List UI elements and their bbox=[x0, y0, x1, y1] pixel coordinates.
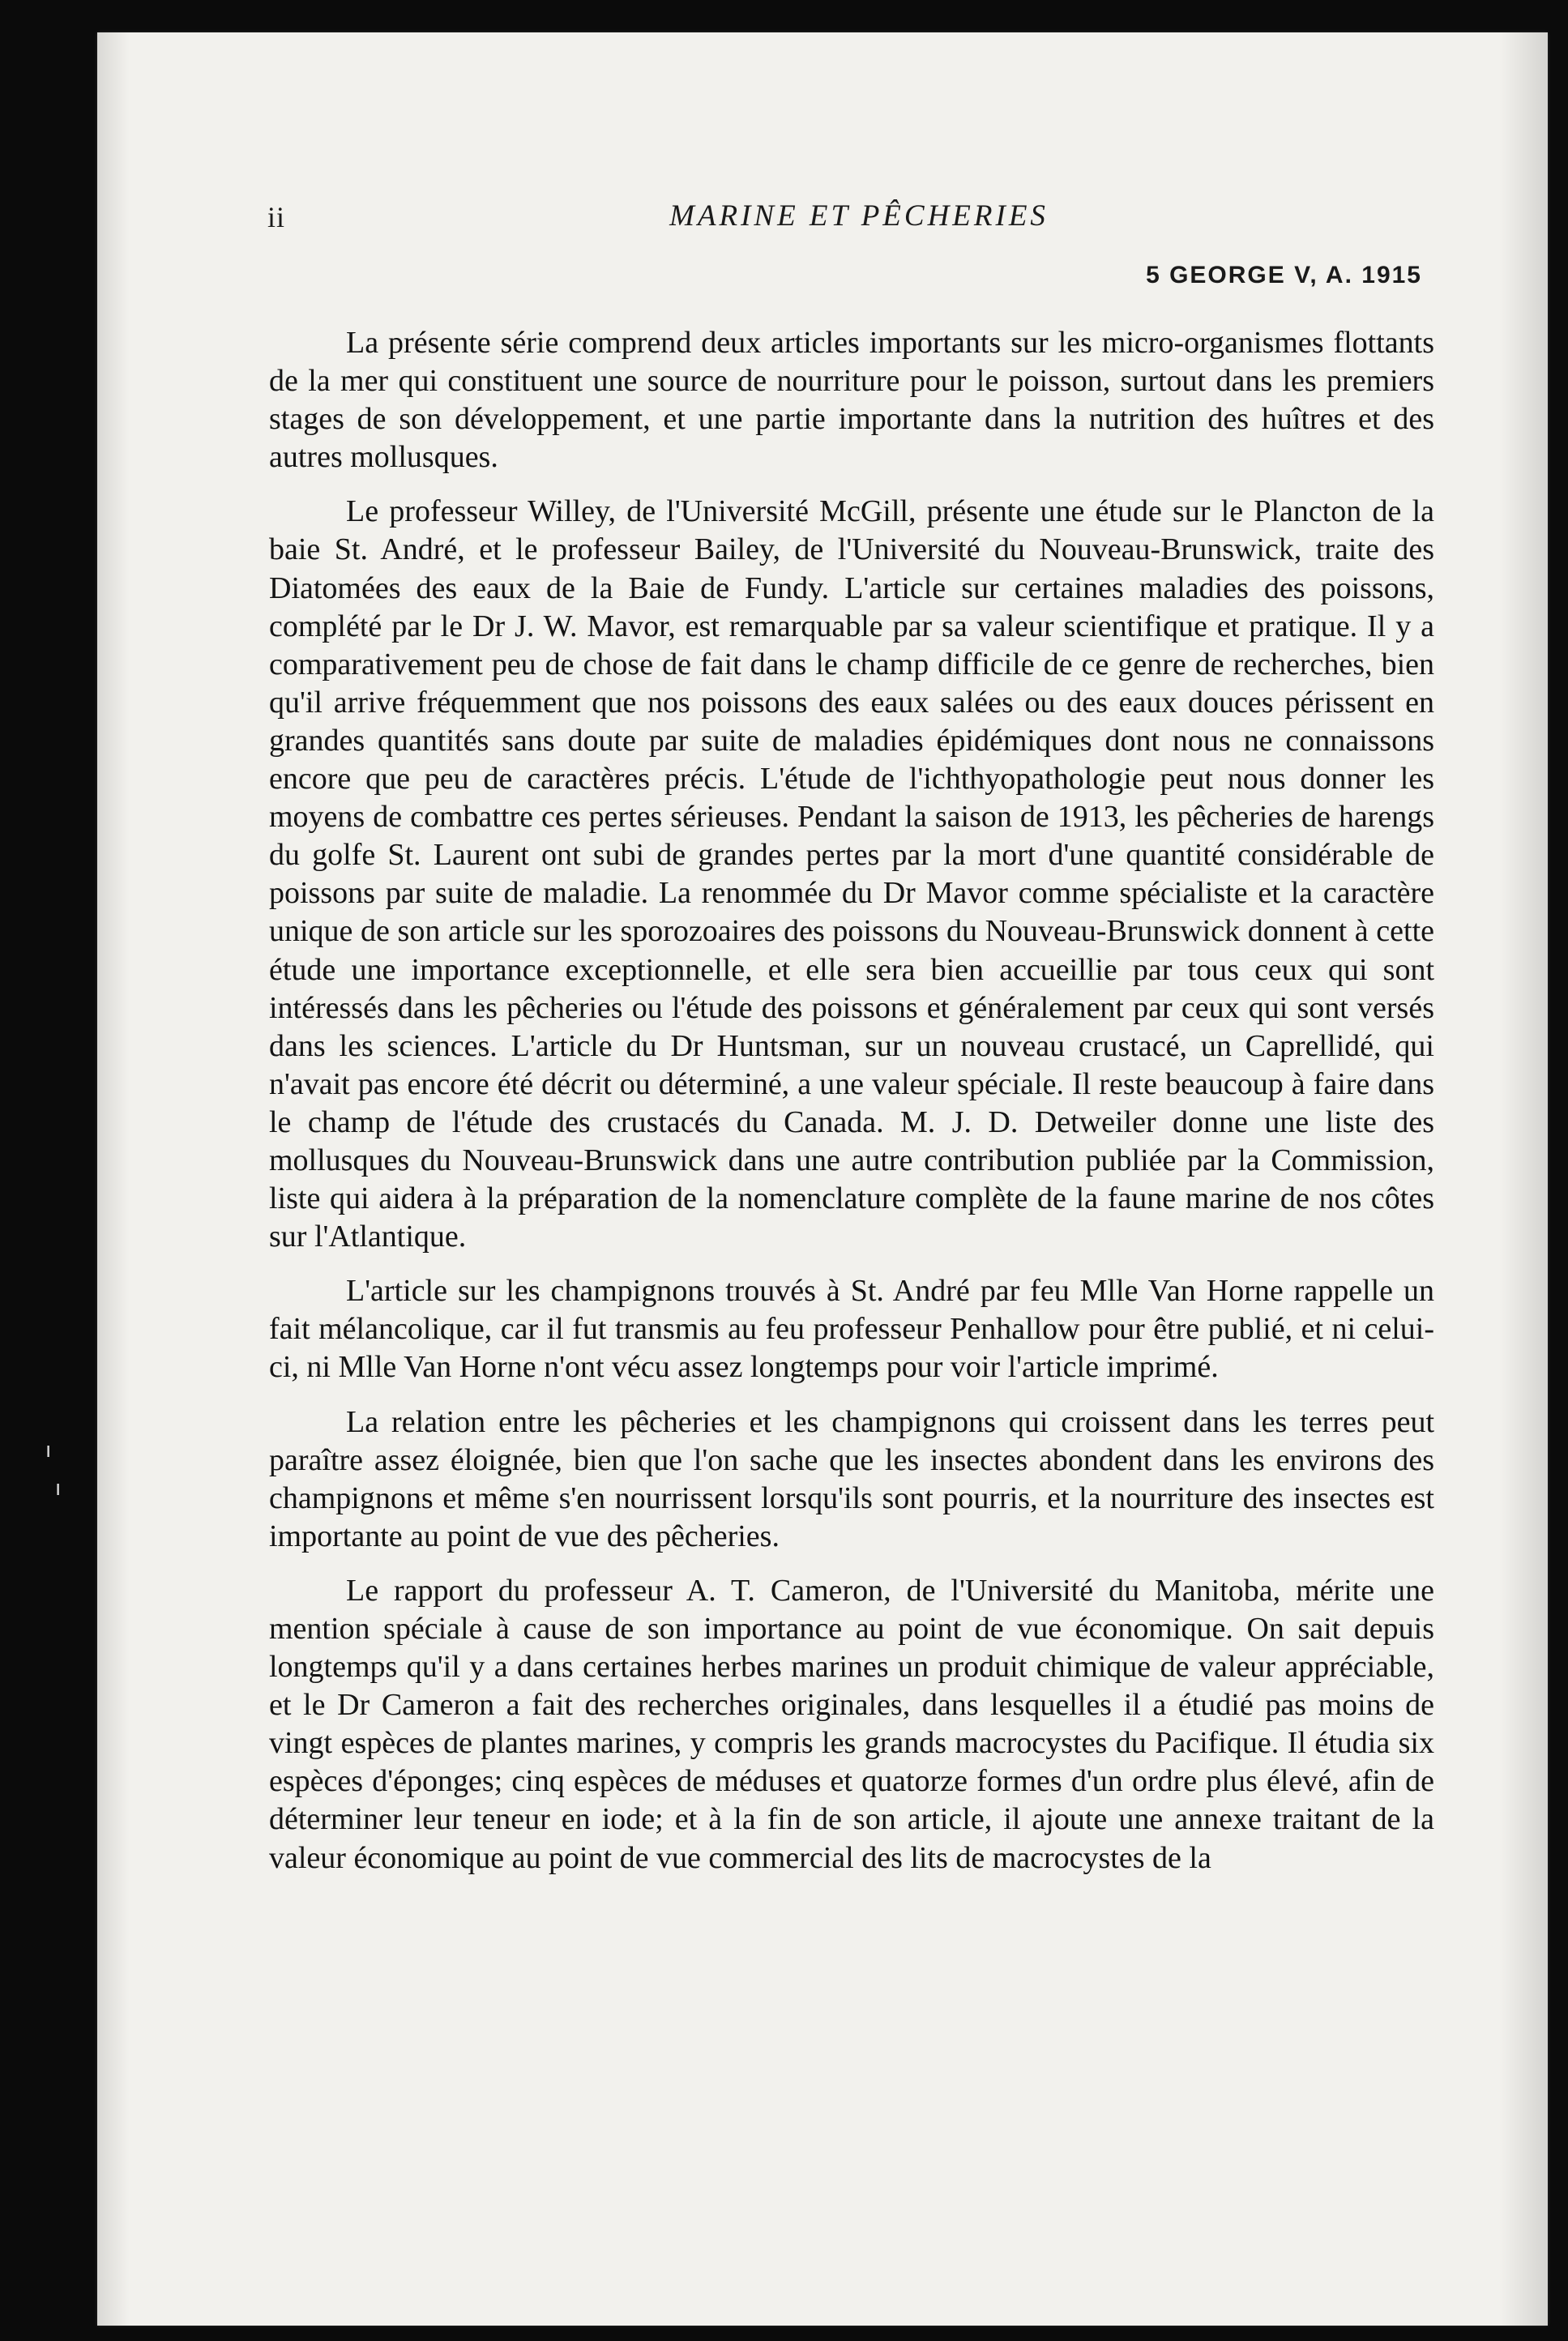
running-title: MARINE ET PÊCHERIES bbox=[669, 199, 1049, 233]
page-edge-shadow bbox=[97, 32, 130, 2326]
page-number: ii bbox=[267, 201, 286, 233]
session-label: 5 GEORGE V, A. 1915 bbox=[1146, 262, 1422, 288]
paragraph: La relation entre les pêcheries et les champignons qui croissent dans les terres peut paraître assez éloignée, bien que l'on sache que les insectes abondent dans les environs des champignons et même s'en nourrissent lorsqu'ils sont pourris, et la nourriture des insectes est importante au point de vue des pêcheries. bbox=[269, 1404, 1434, 1553]
paragraph: Le professeur Willey, de l'Université McGill, présente une étude sur le Plancton de la baie St. André, et le professeur Bailey, de l'Université du Nouveau-Brunswick, traite des Diatomées des eaux de la Baie de Fundy. L'article sur certaines maladies des poissons, complété par le Dr J. W. Mavor, est remarquable par sa valeur scientifique et pratique. Il y a comparativement peu de chose de fait dans le champ difficile de ce genre de recherches, bien qu'il arrive fréquemment que nos poissons des eaux salées ou des eaux douces périssent en grandes quantités sans doute par suite de maladies épidémiques dont nous ne connaissons encore que peu de caractères précis. L'étude de l'ichthyopathologie peut nous donner les moyens de combattre ces pertes sérieuses. Pendant la saison de 1913, les pêcheries de harengs du golfe St. Laurent ont subi de grandes pertes par la mort d'une quantité considérable de poissons par suite de maladie. La renommée du Dr Mavor comme spécialiste et la caractère unique de son article sur les sporozoaires des poissons du Nouveau-Brunswick donnent à cette étude une importance exceptionnelle, et elle sera bien accueillie par tous ceux qui sont intéressés dans les pêcheries ou l'étude des poissons et généralement par ceux qui sont versés dans les sciences. L'article du Dr Huntsman, sur un nouveau crustacé, un Caprellidé, qui n'avait pas encore été décrit ou déterminé, a une valeur spéciale. Il reste beaucoup à faire dans le champ de l'étude des crustacés du Canada. M. J. D. Detweiler donne une liste des mollusques du Nouveau-Brunswick dans une autre contribution publiée par la Commission, liste qui aidera à la préparation de la nomenclature complète de la faune marine de nos côtes sur l'Atlantique. bbox=[269, 494, 1434, 1254]
paragraph: Le rapport du professeur A. T. Cameron, de l'Université du Manitoba, mérite une mention spéciale à cause de son importance au point de vue économique. On sait depuis longtemps qu'il y a dans certaines herbes marines un produit chimique de valeur appréciable, et le Dr Cameron a fait des recherches originales, dans lesquelles il a étudié pas moins de vingt espèces de plantes marines, y compris les grands macrocystes du Pacifique. Il étudia six espèces d'éponges; cinq espèces de méduses et quatorze formes d'un ordre plus élevé, afin de déterminer leur teneur en iode; et à la fin de son article, il ajoute une annexe traitant de la valeur économique au point de vue commercial des lits de macrocystes de la bbox=[269, 1573, 1434, 1875]
paragraph: La présente série comprend deux articles importants sur les micro-organismes flottants de la mer qui constituent une source de nourriture pour le poisson, surtout dans les premiers stages de son développement, et une partie importante dans la nutrition des huîtres et des autres mollusques. bbox=[269, 326, 1434, 475]
scan-speck-mark: ı bbox=[55, 1476, 62, 1501]
body-text bbox=[269, 324, 1434, 1877]
paragraph: L'article sur les champignons trouvés à St. André par feu Mlle Van Horne rappelle un fait mélancolique, car il fut transmis au feu professeur Penhallow pour être publié, et ni celui-ci, ni Mlle Van Horne n'ont vécu assez longtemps pour voir l'article imprimé. bbox=[269, 1274, 1434, 1385]
gutter-shadow bbox=[1499, 32, 1548, 2326]
scan-speck-mark: ı bbox=[45, 1438, 52, 1463]
